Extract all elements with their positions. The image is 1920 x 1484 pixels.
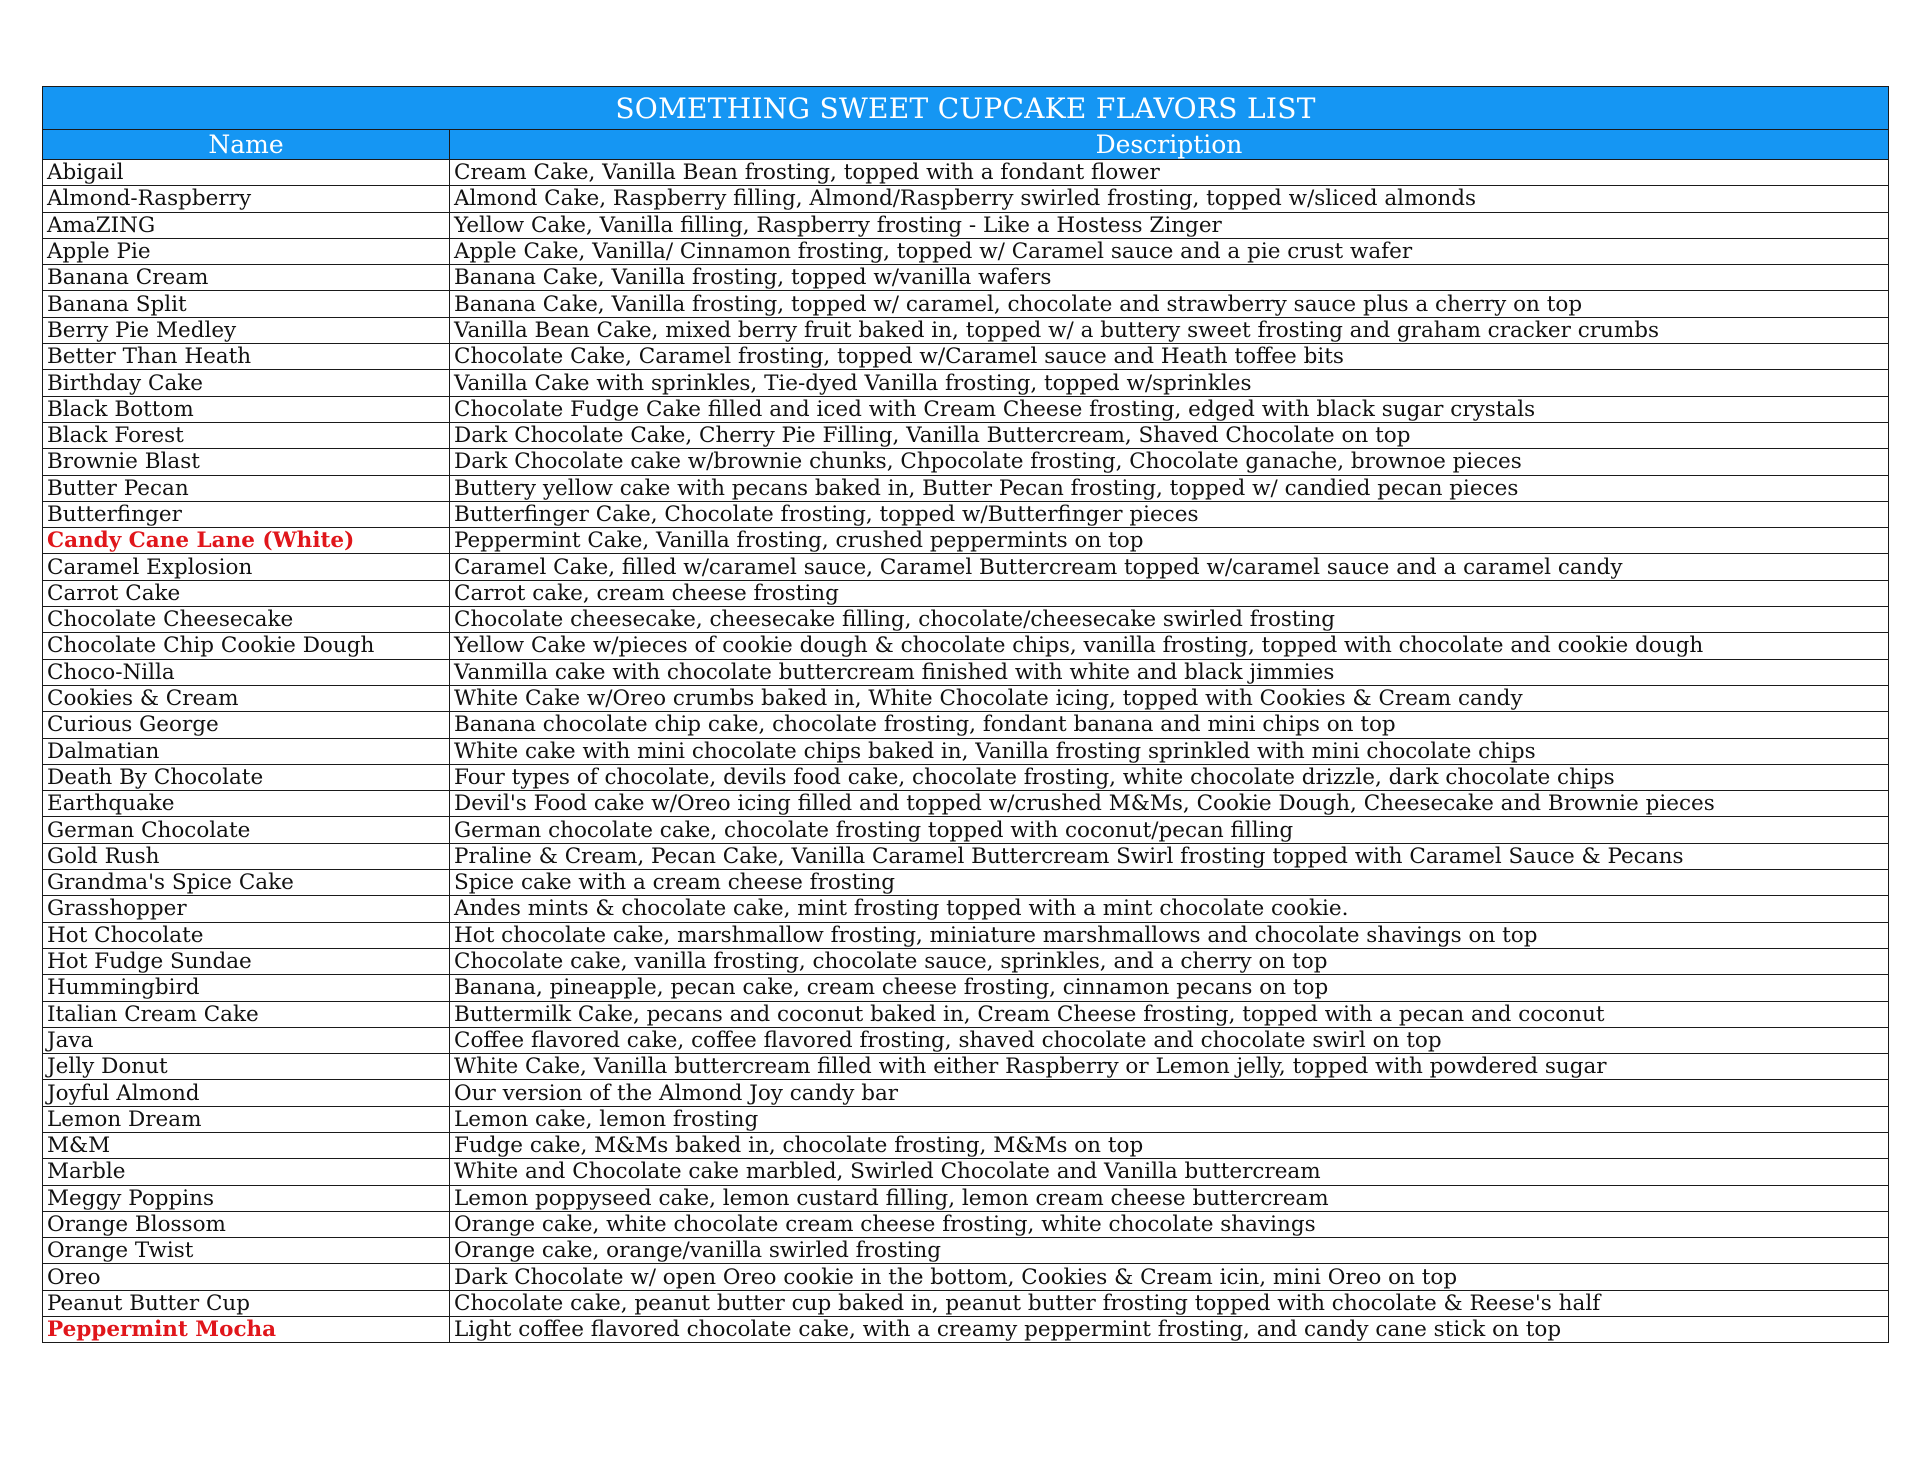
flavor-name: Java <box>43 1027 450 1053</box>
table-row <box>43 1159 1889 1185</box>
table-row <box>43 1290 1889 1316</box>
flavor-description: Chocolate cake, vanilla frosting, chocolate sauce, sprinkles, and a cherry on top <box>450 948 1889 974</box>
flavor-description: Peppermint Cake, Vanilla frosting, crushed peppermints on top <box>450 528 1889 554</box>
flavor-description: Almond Cake, Raspberry filling, Almond/Raspberry swirled frosting, topped w/sliced almonds <box>450 186 1889 212</box>
flavor-name: Butter Pecan <box>43 475 450 501</box>
flavor-description: Fudge cake, M&Ms baked in, chocolate frosting, M&Ms on top <box>450 1132 1889 1158</box>
flavor-description: Devil's Food cake w/Oreo icing filled and topped w/crushed M&Ms, Cookie Dough, Cheesecake and Brownie pieces <box>450 791 1889 817</box>
table-row <box>43 922 1889 948</box>
flavor-name: Caramel Explosion <box>43 554 450 580</box>
flavor-name: Peppermint Mocha <box>43 1317 450 1343</box>
flavor-description: Banana chocolate chip cake, chocolate frosting, fondant banana and mini chips on top <box>450 712 1889 738</box>
flavors-table <box>42 86 1889 1343</box>
flavor-name: Carrot Cake <box>43 580 450 606</box>
table-row <box>43 449 1889 475</box>
flavor-name: Black Forest <box>43 422 450 448</box>
column-header-description: Description <box>450 130 1889 160</box>
flavor-name: Choco-Nilla <box>43 659 450 685</box>
flavor-description: Lemon poppyseed cake, lemon custard filling, lemon cream cheese buttercream <box>450 1185 1889 1211</box>
flavor-description: Carrot cake, cream cheese frosting <box>450 580 1889 606</box>
flavor-description: Chocolate Fudge Cake filled and iced with Cream Cheese frosting, edged with black sugar crystals <box>450 396 1889 422</box>
table-row <box>43 317 1889 343</box>
flavor-name: Almond-Raspberry <box>43 186 450 212</box>
flavor-description: Caramel Cake, filled w/caramel sauce, Caramel Buttercream topped w/caramel sauce and a caramel candy <box>450 554 1889 580</box>
table-row <box>43 1238 1889 1264</box>
flavor-name: Oreo <box>43 1264 450 1290</box>
table-row <box>43 475 1889 501</box>
table-row <box>43 1185 1889 1211</box>
table-row <box>43 1001 1889 1027</box>
table-row <box>43 1264 1889 1290</box>
table-row <box>43 738 1889 764</box>
flavor-description: Four types of chocolate, devils food cake, chocolate frosting, white chocolate drizzle, dark chocolate chips <box>450 764 1889 790</box>
flavor-name: Banana Split <box>43 291 450 317</box>
flavor-description: Light coffee flavored chocolate cake, with a creamy peppermint frosting, and candy cane stick on top <box>450 1317 1889 1343</box>
flavor-name: Butterfinger <box>43 501 450 527</box>
flavor-name: Orange Twist <box>43 1238 450 1264</box>
table-row <box>43 501 1889 527</box>
flavor-name: Gold Rush <box>43 843 450 869</box>
flavor-name: Chocolate Cheesecake <box>43 607 450 633</box>
flavor-description: Dark Chocolate cake w/brownie chunks, Chpocolate frosting, Chocolate ganache, brownoe pieces <box>450 449 1889 475</box>
flavor-name: German Chocolate <box>43 817 450 843</box>
flavor-name: Berry Pie Medley <box>43 317 450 343</box>
flavor-name: Hot Chocolate <box>43 922 450 948</box>
table-row <box>43 396 1889 422</box>
flavor-description: Coffee flavored cake, coffee flavored frosting, shaved chocolate and chocolate swirl on top <box>450 1027 1889 1053</box>
flavor-description: Banana Cake, Vanilla frosting, topped w/ caramel, chocolate and strawberry sauce plus a cherry on top <box>450 291 1889 317</box>
table-row <box>43 212 1889 238</box>
table-row <box>43 1317 1889 1343</box>
table-row <box>43 948 1889 974</box>
flavor-name: Hummingbird <box>43 975 450 1001</box>
sheet-title: SOMETHING SWEET CUPCAKE FLAVORS LIST <box>43 87 1889 130</box>
flavor-name: Grandma's Spice Cake <box>43 870 450 896</box>
table-row <box>43 291 1889 317</box>
flavor-name: Apple Pie <box>43 238 450 264</box>
flavor-description: Hot chocolate cake, marshmallow frosting, miniature marshmallows and chocolate shavings on top <box>450 922 1889 948</box>
flavor-description: Orange cake, orange/vanilla swirled frosting <box>450 1238 1889 1264</box>
flavor-name: Cookies & Cream <box>43 685 450 711</box>
flavor-description: Spice cake with a cream cheese frosting <box>450 870 1889 896</box>
flavor-description: Orange cake, white chocolate cream cheese frosting, white chocolate shavings <box>450 1211 1889 1237</box>
flavor-description: Vanilla Bean Cake, mixed berry fruit baked in, topped w/ a buttery sweet frosting and graham cracker crumbs <box>450 317 1889 343</box>
flavor-list <box>43 160 1889 1343</box>
flavor-name: Chocolate Chip Cookie Dough <box>43 633 450 659</box>
table-row <box>43 685 1889 711</box>
table-row <box>43 238 1889 264</box>
flavor-name: Hot Fudge Sundae <box>43 948 450 974</box>
table-row <box>43 817 1889 843</box>
flavor-name: Marble <box>43 1159 450 1185</box>
flavor-name: M&M <box>43 1132 450 1158</box>
flavor-name: Dalmatian <box>43 738 450 764</box>
table-row <box>43 1132 1889 1158</box>
flavor-description: Our version of the Almond Joy candy bar <box>450 1080 1889 1106</box>
table-row <box>43 1106 1889 1132</box>
flavor-name: Earthquake <box>43 791 450 817</box>
table-row <box>43 580 1889 606</box>
table-row <box>43 607 1889 633</box>
flavor-description: White Cake w/Oreo crumbs baked in, White Chocolate icing, topped with Cookies & Cream candy <box>450 685 1889 711</box>
flavor-name: Meggy Poppins <box>43 1185 450 1211</box>
flavor-description: Chocolate cheesecake, cheesecake filling, chocolate/cheesecake swirled frosting <box>450 607 1889 633</box>
flavor-name: Lemon Dream <box>43 1106 450 1132</box>
table-row <box>43 1080 1889 1106</box>
table-row <box>43 265 1889 291</box>
table-row <box>43 554 1889 580</box>
flavor-name: Banana Cream <box>43 265 450 291</box>
table-row <box>43 975 1889 1001</box>
flavor-description: Butterfinger Cake, Chocolate frosting, topped w/Butterfinger pieces <box>450 501 1889 527</box>
flavor-name: Birthday Cake <box>43 370 450 396</box>
table-row <box>43 344 1889 370</box>
flavor-description: White Cake, Vanilla buttercream filled with either Raspberry or Lemon jelly, topped with powdered sugar <box>450 1054 1889 1080</box>
flavor-name: Italian Cream Cake <box>43 1001 450 1027</box>
flavor-name: Peanut Butter Cup <box>43 1290 450 1316</box>
flavor-name: Death By Chocolate <box>43 764 450 790</box>
flavor-name: Orange Blossom <box>43 1211 450 1237</box>
flavor-name: Black Bottom <box>43 396 450 422</box>
flavor-name: Better Than Heath <box>43 344 450 370</box>
flavor-description: Vanmilla cake with chocolate buttercream finished with white and black jimmies <box>450 659 1889 685</box>
flavor-description: Andes mints & chocolate cake, mint frosting topped with a mint chocolate cookie. <box>450 896 1889 922</box>
flavor-name: Abigail <box>43 160 450 186</box>
table-row <box>43 712 1889 738</box>
table-row <box>43 186 1889 212</box>
flavor-description: Buttery yellow cake with pecans baked in, Butter Pecan frosting, topped w/ candied pecan pieces <box>450 475 1889 501</box>
column-header-row <box>43 130 1889 160</box>
flavor-description: Praline & Cream, Pecan Cake, Vanilla Caramel Buttercream Swirl frosting topped with Caramel Sauce & Pecans <box>450 843 1889 869</box>
table-row <box>43 791 1889 817</box>
column-header-name: Name <box>43 130 450 160</box>
flavor-description: Apple Cake, Vanilla/ Cinnamon frosting, topped w/ Caramel sauce and a pie crust wafer <box>450 238 1889 264</box>
flavor-description: Cream Cake, Vanilla Bean frosting, topped with a fondant flower <box>450 160 1889 186</box>
flavor-description: Vanilla Cake with sprinkles, Tie-dyed Vanilla frosting, topped w/sprinkles <box>450 370 1889 396</box>
table-row <box>43 870 1889 896</box>
flavor-description: Chocolate cake, peanut butter cup baked in, peanut butter frosting topped with chocolate & Reese's half <box>450 1290 1889 1316</box>
title-row <box>43 87 1889 130</box>
flavor-name: Brownie Blast <box>43 449 450 475</box>
table-row <box>43 1211 1889 1237</box>
flavor-name: Jelly Donut <box>43 1054 450 1080</box>
table-row <box>43 633 1889 659</box>
flavor-description: Dark Chocolate Cake, Cherry Pie Filling, Vanilla Buttercream, Shaved Chocolate on top <box>450 422 1889 448</box>
flavor-description: German chocolate cake, chocolate frosting topped with coconut/pecan filling <box>450 817 1889 843</box>
flavor-name: Joyful Almond <box>43 1080 450 1106</box>
flavor-name: Candy Cane Lane (White) <box>43 528 450 554</box>
flavor-description: Banana Cake, Vanilla frosting, topped w/vanilla wafers <box>450 265 1889 291</box>
flavor-name: Grasshopper <box>43 896 450 922</box>
table-row <box>43 370 1889 396</box>
table-row <box>43 528 1889 554</box>
flavor-description: Banana, pineapple, pecan cake, cream cheese frosting, cinnamon pecans on top <box>450 975 1889 1001</box>
flavor-description: Yellow Cake, Vanilla filling, Raspberry frosting - Like a Hostess Zinger <box>450 212 1889 238</box>
table-row <box>43 764 1889 790</box>
table-row <box>43 659 1889 685</box>
table-row <box>43 843 1889 869</box>
table-row <box>43 160 1889 186</box>
flavor-description: White cake with mini chocolate chips baked in, Vanilla frosting sprinkled with mini chocolate chips <box>450 738 1889 764</box>
table-row <box>43 1027 1889 1053</box>
table-row <box>43 1054 1889 1080</box>
flavor-description: Dark Chocolate w/ open Oreo cookie in the bottom, Cookies & Cream icin, mini Oreo on top <box>450 1264 1889 1290</box>
table-row <box>43 422 1889 448</box>
flavor-description: Lemon cake, lemon frosting <box>450 1106 1889 1132</box>
flavor-description: Buttermilk Cake, pecans and coconut baked in, Cream Cheese frosting, topped with a pecan and coconut <box>450 1001 1889 1027</box>
table-row <box>43 896 1889 922</box>
flavor-description: Chocolate Cake, Caramel frosting, topped w/Caramel sauce and Heath toffee bits <box>450 344 1889 370</box>
flavor-name: Curious George <box>43 712 450 738</box>
flavor-description: White and Chocolate cake marbled, Swirled Chocolate and Vanilla buttercream <box>450 1159 1889 1185</box>
flavors-sheet <box>42 86 1888 1343</box>
flavor-description: Yellow Cake w/pieces of cookie dough & chocolate chips, vanilla frosting, topped with chocolate and cookie dough <box>450 633 1889 659</box>
flavor-name: AmaZING <box>43 212 450 238</box>
